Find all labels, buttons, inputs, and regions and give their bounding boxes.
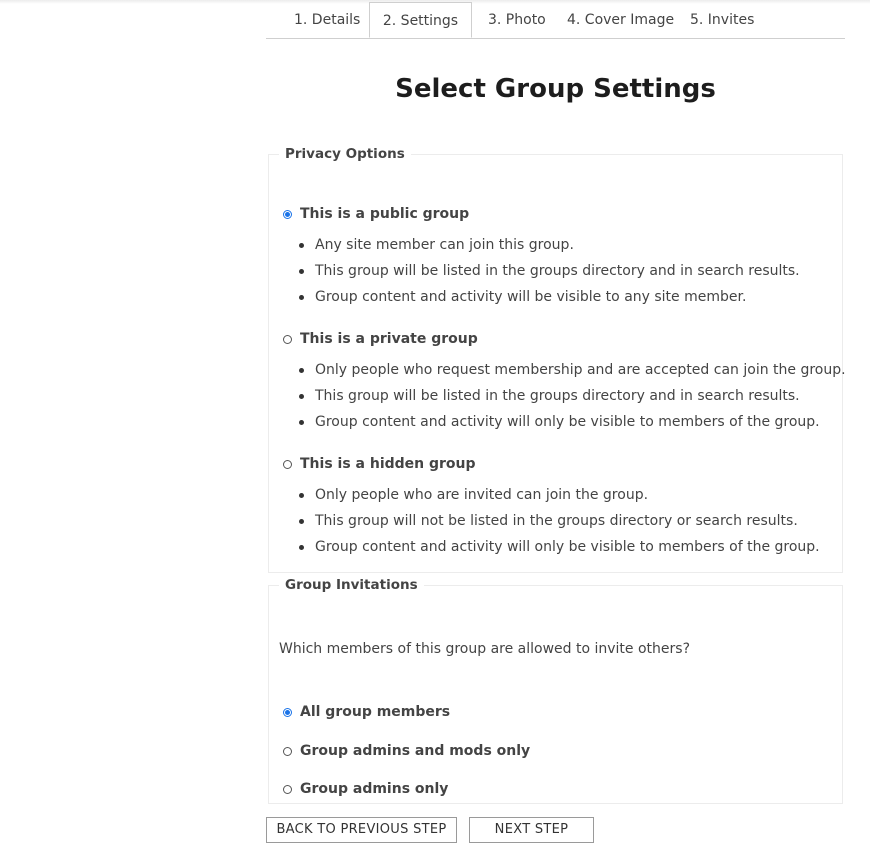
tab-photo[interactable]: 3. Photo: [488, 12, 546, 28]
page-title: Select Group Settings: [395, 74, 716, 104]
radio-button[interactable]: [283, 460, 292, 469]
hidden-group-details: [297, 482, 820, 560]
radio-label[interactable]: Group admins and mods only: [300, 743, 531, 759]
list-item: This group will be listed in the groups directory and in search results.: [297, 383, 846, 409]
list-item: Any site member can join this group.: [297, 232, 800, 258]
radio-label[interactable]: This is a hidden group: [300, 456, 476, 472]
invite-question: Which members of this group are allowed to invite others?: [279, 641, 690, 657]
radio-button[interactable]: [283, 747, 292, 756]
privacy-options-fieldset: [268, 146, 846, 573]
radio-all-members[interactable]: [283, 702, 450, 722]
back-to-previous-step-button[interactable]: BACK TO PREVIOUS STEP: [266, 817, 457, 843]
tab-details[interactable]: 1. Details: [294, 12, 361, 28]
tab-settings[interactable]: 2. Settings: [369, 2, 472, 38]
radio-button-checked[interactable]: [283, 210, 292, 219]
radio-label[interactable]: Group admins only: [300, 781, 449, 797]
radio-label[interactable]: All group members: [300, 704, 451, 720]
list-item: Only people who request membership and are accepted can join the group.: [297, 357, 846, 383]
radio-public-group[interactable]: [283, 204, 469, 224]
radio-private-group[interactable]: [283, 329, 478, 349]
radio-label[interactable]: This is a private group: [300, 331, 478, 347]
step-tabs: [266, 2, 845, 39]
radio-label[interactable]: This is a public group: [300, 206, 470, 222]
list-item: Group content and activity will only be visible to members of the group.: [297, 534, 820, 560]
group-invitations-fieldset: [268, 577, 843, 804]
private-group-details: [297, 357, 846, 435]
radio-button[interactable]: [283, 335, 292, 344]
radio-hidden-group[interactable]: [283, 454, 476, 474]
list-item: Group content and activity will be visible to any site member.: [297, 284, 800, 310]
radio-admins-and-mods[interactable]: [283, 741, 530, 761]
list-item: Only people who are invited can join the group.: [297, 482, 820, 508]
tab-invites[interactable]: 5. Invites: [690, 12, 755, 28]
tab-cover-image[interactable]: 4. Cover Image: [567, 12, 675, 28]
group-invitations-legend: Group Invitations: [285, 577, 418, 593]
list-item: This group will not be listed in the groups directory or search results.: [297, 508, 820, 534]
next-step-button[interactable]: NEXT STEP: [469, 817, 594, 843]
radio-admins-only[interactable]: [283, 779, 448, 799]
radio-button[interactable]: [283, 785, 292, 794]
list-item: Group content and activity will only be visible to members of the group.: [297, 409, 846, 435]
public-group-details: [297, 232, 800, 310]
list-item: This group will be listed in the groups directory and in search results.: [297, 258, 800, 284]
privacy-options-legend: Privacy Options: [285, 146, 405, 162]
radio-button-checked[interactable]: [283, 708, 292, 717]
